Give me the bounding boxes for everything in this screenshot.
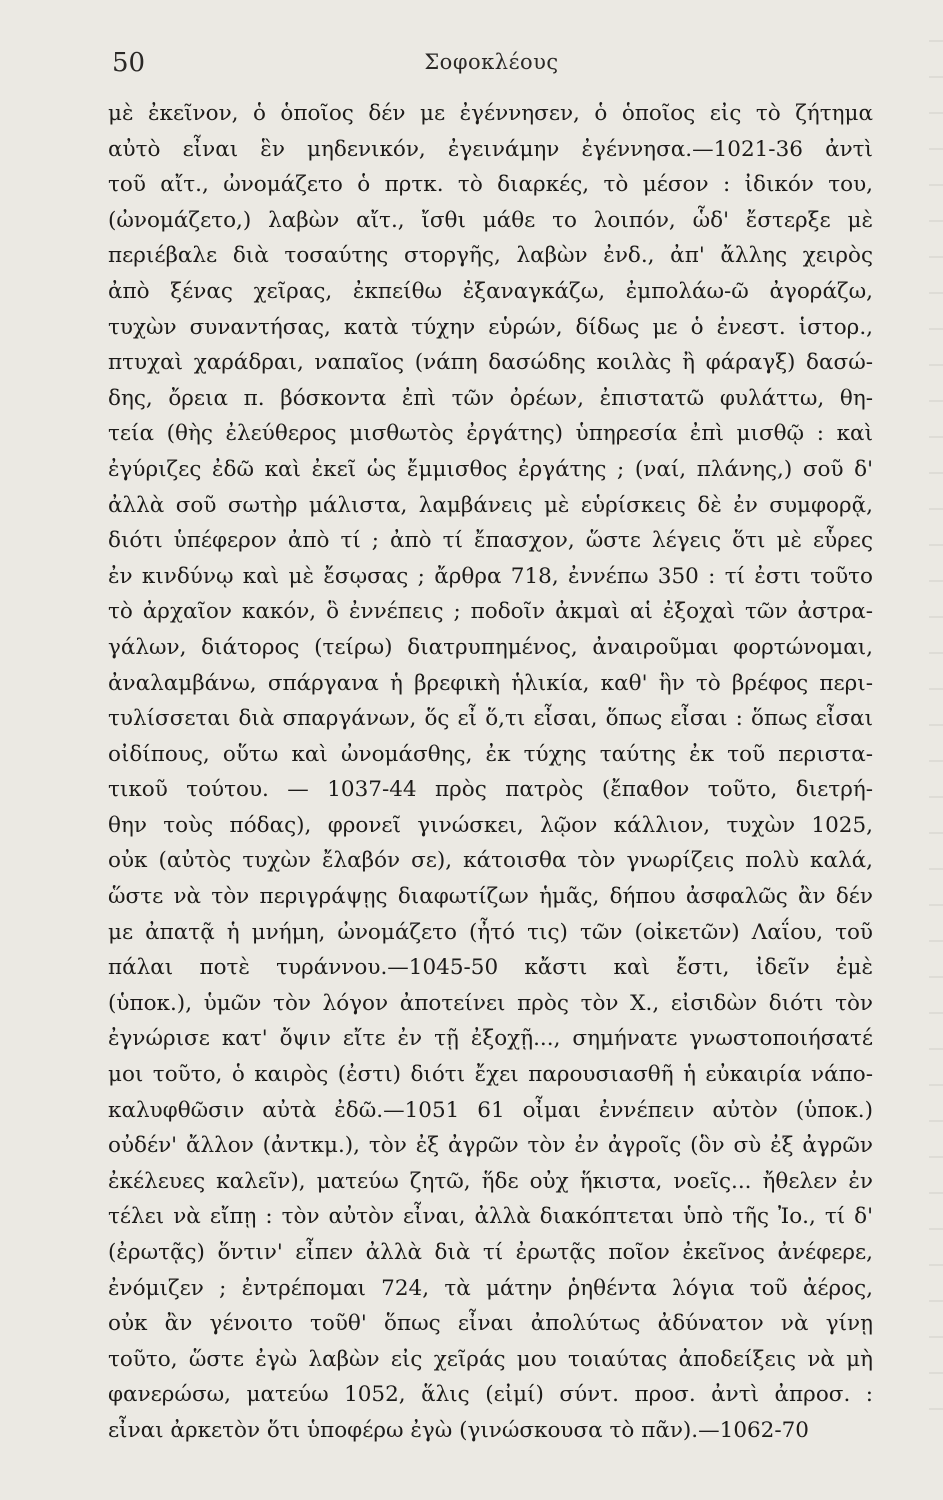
text-line: τυχὼν συναντήσας, κατὰ τύχην εὑρών, δίδως με ὁ ἐνεστ. ἱστορ., bbox=[108, 314, 873, 340]
text-line: ἀπὸ ξένας χεῖρας, ἐκπείθω ἐξαναγκάζω, ἐμπολάω-ῶ ἀγοράζω, bbox=[108, 278, 873, 304]
text-line: (ἐρωτᾷς) ὅντιν' εἶπεν ἀλλὰ διὰ τί ἐρωτᾷς ποῖον ἐκεῖνος ἀνέφερε, bbox=[108, 1240, 873, 1265]
text-line: διότι ὑπέφερον ἀπὸ τί ; ἀπὸ τί ἔπασχον, ὥστε λέγεις ὅτι μὲ εὗρες bbox=[108, 528, 873, 554]
text-line: τοῦ αἴτ., ὠνομάζετο ὁ πρτκ. τὸ διαρκές, τὸ μέσον : ἰδικόν του, bbox=[108, 172, 873, 198]
text-line: τυλίσσεται διὰ σπαργάνων, ὅς εἶ ὅ,τι εἶσαι, ὅπως εἶσαι : ὅπως εἶσαι bbox=[108, 706, 873, 732]
text-line: γάλων, διάτορος (τείρω) διατρυπημένος, ἀναιροῦμαι φορτώνομαι, bbox=[108, 634, 873, 660]
text-line: τικοῦ τούτου. — 1037-44 πρὸς πατρὸς (ἔπαθον τοῦτο, διετρή- bbox=[108, 777, 873, 803]
text-line: θην τοὺς πόδας), φρονεῖ γινώσκει, λῷον κάλλιον, τυχὼν 1025, bbox=[108, 812, 873, 838]
text-line: τὸ ἀρχαῖον κακόν, ὃ ἐννέπεις ; ποδοῖν ἀκμαὶ αἱ ἐξοχαὶ τῶν ἀστρα- bbox=[108, 599, 873, 625]
running-title: Σοφοκλέους bbox=[424, 50, 559, 74]
text-line: δης, ὄρεια π. βόσκοντα ἐπὶ τῶν ὀρέων, ἐπιστατῶ φυλάττω, θη- bbox=[108, 385, 873, 411]
text-line: τοῦτο, ὥστε ἐγὼ λαβὼν εἰς χεῖράς μου τοιαύτας ἀποδείξεις νὰ μὴ bbox=[108, 1346, 873, 1372]
text-line: οὐκ (αὐτὸς τυχὼν ἔλαβόν σε), κάτοισθα τὸν γνωρίζεις πολὺ καλά, bbox=[108, 848, 873, 874]
text-line: ὥστε νὰ τὸν περιγράψῃς διαφωτίζων ἡμᾶς, δήπου ἀσφαλῶς ἂν δέν bbox=[108, 884, 873, 910]
commentary-text bbox=[108, 96, 873, 1449]
page-header bbox=[110, 44, 873, 84]
text-line: πάλαι ποτὲ τυράννου.—1045-50 κἄστι καὶ ἔστι, ἰδεῖν ἐμὲ bbox=[108, 955, 873, 981]
text-line: τεία (θὴς ἐλεύθερος μισθωτὸς ἐργάτης) ὑπηρεσία ἐπὶ μισθῷ : καὶ bbox=[108, 421, 873, 447]
text-line: μοι τοῦτο, ὁ καιρὸς (ἐστι) διότι ἔχει παρουσιασθῆ ἡ εὐκαιρία νάπο- bbox=[108, 1062, 873, 1088]
text-line: οὐδέν' ἄλλον (ἀντκμ.), τὸν ἐξ ἀγρῶν τὸν ἐν ἀγροῖς (ὃν σὺ ἐξ ἀγρῶν bbox=[108, 1133, 873, 1159]
text-line: ἀναλαμβάνω, σπάργανα ἡ βρεφικὴ ἡλικία, καθ' ἣν τὸ βρέφος περι- bbox=[108, 670, 873, 696]
page-number: 50 bbox=[112, 48, 146, 78]
text-line: καλυφθῶσιν αὐτὰ ἐδῶ.—1051 61 οἶμαι ἐννέπειν αὐτὸν (ὑποκ.) bbox=[108, 1097, 873, 1123]
text-line: με ἀπατᾷ ἡ μνήμη, ὠνομάζετο (ἦτό τις) τῶν (οἰκετῶν) Λαΐου, τοῦ bbox=[108, 919, 873, 945]
text-line: ἐκέλευες καλεῖν), ματεύω ζητῶ, ἥδε οὐχ ἥκιστα, νοεῖς... ἤθελεν ἐν bbox=[108, 1168, 873, 1194]
text-line: οὐκ ἂν γένοιτο τοῦθ' ὅπως εἶναι ἀπολύτως ἀδύνατον νὰ γίνῃ bbox=[108, 1311, 873, 1337]
text-line: (ὑποκ.), ὑμῶν τὸν λόγον ἀποτείνει πρὸς τὸν Χ., εἰσιδὼν διότι τὸν bbox=[108, 990, 873, 1016]
text-line: τέλει νὰ εἴπῃ : τὸν αὐτὸν εἶναι, ἀλλὰ διακόπτεται ὑπὸ τῆς Ἰο., τί δ' bbox=[108, 1204, 873, 1230]
text-line: ἐν κινδύνῳ καὶ μὲ ἔσῳσας ; ἄρθρα 718, ἐννέπω 350 : τί ἐστι τοῦτο bbox=[108, 563, 873, 589]
text-line: αὐτὸ εἶναι ἓν μηδενικόν, ἐγεινάμην ἐγέννησα.—1021-36 ἀντὶ bbox=[108, 136, 873, 162]
text-line: ἐγύριζες ἐδῶ καὶ ἐκεῖ ὡς ἔμμισθος ἐργάτης ; (ναί, πλάνης,) σοῦ δ' bbox=[108, 456, 873, 482]
text-line: περιέβαλε διὰ τοσαύτης στοργῆς, λαβὼν ἐνδ., ἀπ' ἄλλης χειρὸς bbox=[108, 243, 873, 269]
text-line: ἐγνώρισε κατ' ὄψιν εἴτε ἐν τῇ ἐξοχῇ..., σημήνατε γνωστοποιήσατέ bbox=[108, 1026, 873, 1052]
text-line: εἶναι ἀρκετὸν ὅτι ὑποφέρω ἐγὼ (γινώσκουσα τὸ πᾶν).—1062-70 bbox=[108, 1417, 809, 1443]
text-line: πτυχαὶ χαράδραι, ναπαῖος (νάπη δασώδης κοιλὰς ἢ φάραγξ) δασώ- bbox=[108, 350, 873, 376]
text-line: ἐνόμιζεν ; ἐντρέπομαι 724, τὰ μάτην ῥηθέντα λόγια τοῦ ἀέρος, bbox=[108, 1275, 873, 1301]
text-line: οἰδίπους, οὕτω καὶ ὠνομάσθης, ἐκ τύχης ταύτης ἐκ τοῦ περιστα- bbox=[108, 741, 873, 767]
text-line: (ὠνομάζετο,) λαβὼν αἴτ., ἴσθι μάθε το λοιπόν, ὧδ' ἔστερξε μὲ bbox=[108, 207, 873, 233]
show-through-bleed bbox=[929, 40, 943, 1440]
text-line: φανερώσω, ματεύω 1052, ἅλις (εἰμί) σύντ. προσ. ἀντὶ ἀπροσ. : bbox=[108, 1382, 873, 1408]
text-line: ἀλλὰ σοῦ σωτὴρ μάλιστα, λαμβάνεις μὲ εὑρίσκεις δὲ ἐν συμφορᾷ, bbox=[108, 492, 873, 518]
text-line: μὲ ἐκεῖνον, ὁ ὁποῖος δέν με ἐγέννησεν, ὁ ὁποῖος εἰς τὸ ζήτημα bbox=[108, 101, 873, 126]
